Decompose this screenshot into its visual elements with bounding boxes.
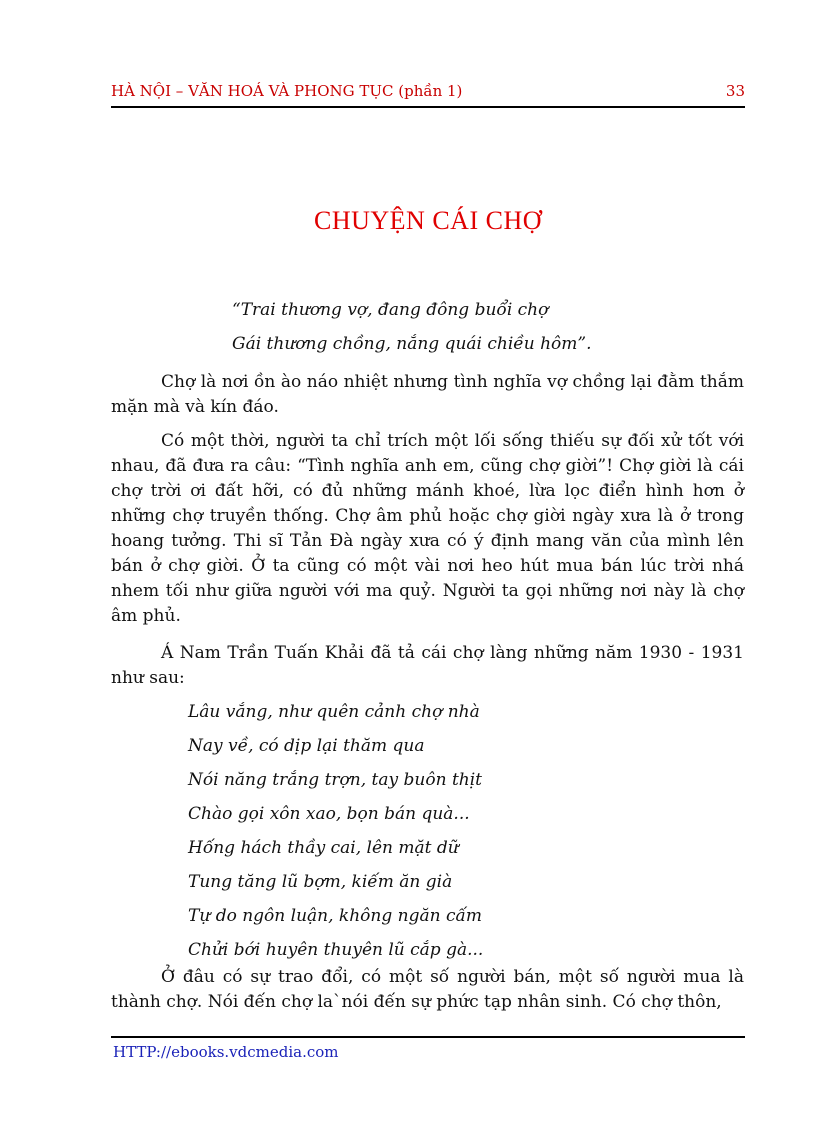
footer-divider	[111, 1036, 745, 1038]
epigraph-line: “Trai thương vợ, đang đông buổi chợ	[232, 300, 549, 320]
poem-line: Chửi bới huyên thuyên lũ cắp gà...	[188, 940, 484, 960]
epigraph-line: Gái thương chồng, nắng quái chiều hôm”.	[232, 334, 592, 354]
footer-url-link[interactable]: HTTP://ebooks.vdcmedia.com	[113, 1043, 339, 1061]
page-number: 33	[725, 82, 745, 100]
poem-line: Tung tăng lũ bợm, kiếm ăn già	[188, 872, 453, 892]
header-divider	[111, 106, 745, 108]
body-paragraph: Ở đâu có sự trao đổi, có một số người bán, một số người mua là thành chợ. Nói đến chợ la`nói đến sự phức tạp nhân sinh. Có chợ thôn,	[111, 967, 744, 1012]
poem-line: Nói năng trắng trợn, tay buôn thịt	[188, 770, 482, 790]
poem-line: Nay về, có dịp lại thăm qua	[188, 736, 425, 756]
poem-line: Chào gọi xôn xao, bọn bán quà...	[188, 804, 470, 824]
chapter-title: CHUYỆN CÁI CHỢ	[314, 206, 542, 235]
body-paragraph: Có một thời, người ta chỉ trích một lối sống thiếu sự đối xử tốt với nhau, đã đưa ra câu: “Tình nghĩa anh em, cũng chợ giời”! Chợ giời là cái chợ trời ơi đất hỡi, có đủ những mánh khoé, lừa lọc điển hình hơn ở những chợ truyền thống. Chợ âm phủ hoặc chợ giời ngày xưa là ở trong hoang tưởng. Thi sĩ Tản Đà ngày xưa có ý định mang văn của mình lên bán ở chợ giời. Ở ta cũng có một vài nơi heo hút mua bán lúc trời nhá nhem tối như giữa người với ma quỷ. Người ta gọi những nơi này là chợ âm phủ.	[111, 431, 744, 626]
poem-line: Lâu vắng, như quên cảnh chợ nhà	[188, 702, 480, 722]
body-paragraph: Chợ là nơi ồn ào náo nhiệt nhưng tình nghĩa vợ chồng lại đằm thắm mặn mà và kín đáo.	[111, 372, 744, 417]
running-header	[111, 82, 745, 104]
running-header-title: HÀ NỘI – VĂN HOÁ VÀ PHONG TỤC (phần 1)	[111, 82, 463, 100]
body-paragraph: Á Nam Trần Tuấn Khải đã tả cái chợ làng những năm 1930 - 1931 như sau:	[111, 643, 744, 688]
poem-line: Tự do ngôn luận, không ngăn cấm	[188, 906, 483, 926]
poem-line: Hống hách thầy cai, lên mặt dữ	[188, 838, 459, 858]
